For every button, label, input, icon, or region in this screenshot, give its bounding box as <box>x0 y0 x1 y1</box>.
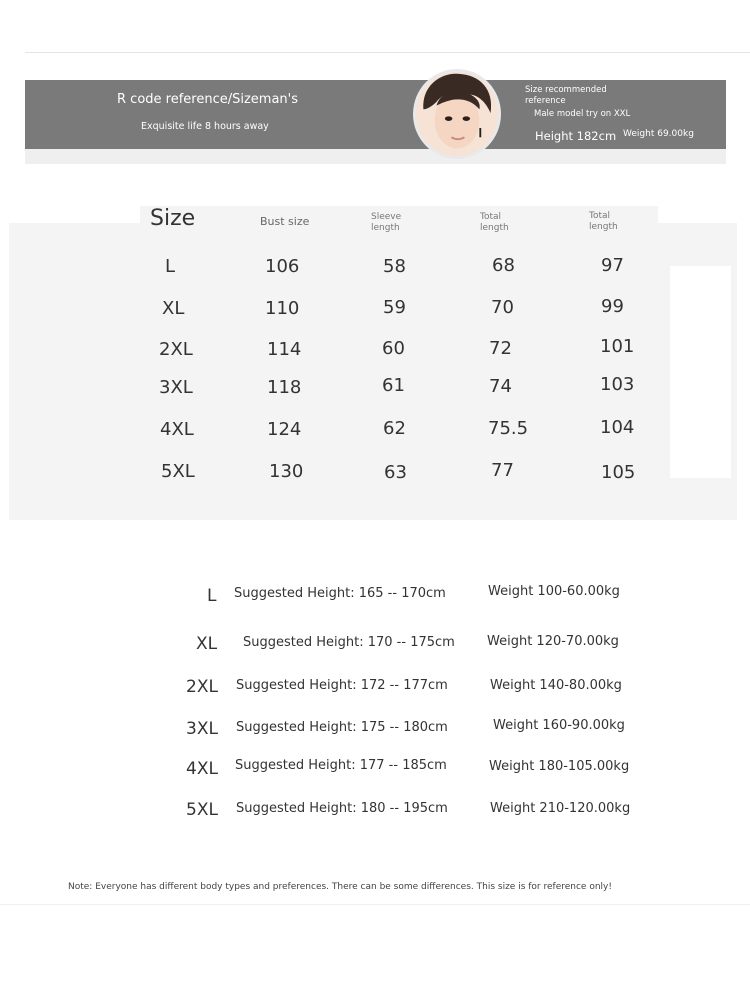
top-divider <box>25 52 750 53</box>
size-banner <box>25 80 726 149</box>
model-face-icon <box>416 72 498 156</box>
suggest-xl-height: Suggested Height: 170 -- 175cm <box>243 635 455 650</box>
suggest-4xl-size: 4XL <box>186 759 218 779</box>
header-total-length-2: Total length <box>589 211 618 232</box>
suggest-4xl-height: Suggested Height: 177 -- 185cm <box>235 758 447 773</box>
model-height: Height 182cm <box>535 129 617 143</box>
suggest-3xl-size: 3XL <box>186 719 218 739</box>
row-5xl-total2: 105 <box>601 462 636 483</box>
header-sleeve: Sleeve length <box>371 212 402 233</box>
row-xl-total2: 99 <box>601 296 624 317</box>
row-2xl-total2: 101 <box>600 336 635 357</box>
row-4xl-sleeve: 62 <box>383 418 406 439</box>
suggest-2xl-size: 2XL <box>186 677 218 697</box>
banner-shadow <box>25 149 726 164</box>
header-size: Size <box>150 206 196 231</box>
row-xl-size: XL <box>162 298 185 319</box>
size-recommended-label: Size recommended reference <box>525 85 607 106</box>
suggest-xl-weight: Weight 120-70.00kg <box>487 634 619 649</box>
header-total-length-1: Total length <box>480 212 509 233</box>
suggest-5xl-weight: Weight 210-120.00kg <box>490 801 631 816</box>
banner-subtitle: Exquisite life 8 hours away <box>141 121 269 132</box>
row-3xl-sleeve: 61 <box>382 375 405 396</box>
size-table-side-panel <box>670 266 731 478</box>
row-5xl-sleeve: 63 <box>384 462 407 483</box>
suggest-l-size: L <box>207 586 217 606</box>
model-avatar <box>413 69 501 159</box>
row-xl-bust: 110 <box>265 298 300 319</box>
suggest-2xl-weight: Weight 140-80.00kg <box>490 678 622 693</box>
row-4xl-total1: 75.5 <box>488 418 529 439</box>
suggest-l-weight: Weight 100-60.00kg <box>488 584 620 599</box>
row-2xl-sleeve: 60 <box>382 338 405 359</box>
row-2xl-bust: 114 <box>267 339 302 360</box>
row-3xl-size: 3XL <box>159 377 193 398</box>
row-xl-sleeve: 59 <box>383 297 406 318</box>
suggest-5xl-size: 5XL <box>186 800 218 820</box>
model-note: Male model try on XXL <box>534 109 631 119</box>
suggest-2xl-height: Suggested Height: 172 -- 177cm <box>236 678 448 693</box>
row-5xl-total1: 77 <box>491 460 514 481</box>
row-4xl-total2: 104 <box>600 417 635 438</box>
row-2xl-size: 2XL <box>159 339 193 360</box>
bottom-divider <box>0 904 750 905</box>
row-4xl-bust: 124 <box>267 419 302 440</box>
row-l-total2: 97 <box>601 255 624 276</box>
banner-title: R code reference/Sizeman's <box>117 92 299 107</box>
row-2xl-total1: 72 <box>489 338 512 359</box>
row-l-sleeve: 58 <box>383 256 406 277</box>
header-bust: Bust size <box>260 215 310 228</box>
row-5xl-bust: 130 <box>269 461 304 482</box>
suggest-3xl-weight: Weight 160-90.00kg <box>493 718 625 733</box>
row-5xl-size: 5XL <box>161 461 195 482</box>
model-weight: Weight 69.00kg <box>623 129 694 139</box>
row-3xl-total2: 103 <box>600 374 635 395</box>
size-note: Note: Everyone has different body types and preferences. There can be some differences. This size is for reference only! <box>68 882 612 892</box>
row-4xl-size: 4XL <box>160 419 194 440</box>
suggest-l-height: Suggested Height: 165 -- 170cm <box>234 586 446 601</box>
row-l-size: L <box>165 256 176 277</box>
row-l-bust: 106 <box>265 256 300 277</box>
suggest-4xl-weight: Weight 180-105.00kg <box>489 759 630 774</box>
suggest-5xl-height: Suggested Height: 180 -- 195cm <box>236 801 448 816</box>
suggest-xl-size: XL <box>196 634 218 654</box>
row-3xl-bust: 118 <box>267 377 302 398</box>
row-xl-total1: 70 <box>491 297 514 318</box>
row-l-total1: 68 <box>492 255 515 276</box>
row-3xl-total1: 74 <box>489 376 512 397</box>
suggest-3xl-height: Suggested Height: 175 -- 180cm <box>236 720 448 735</box>
